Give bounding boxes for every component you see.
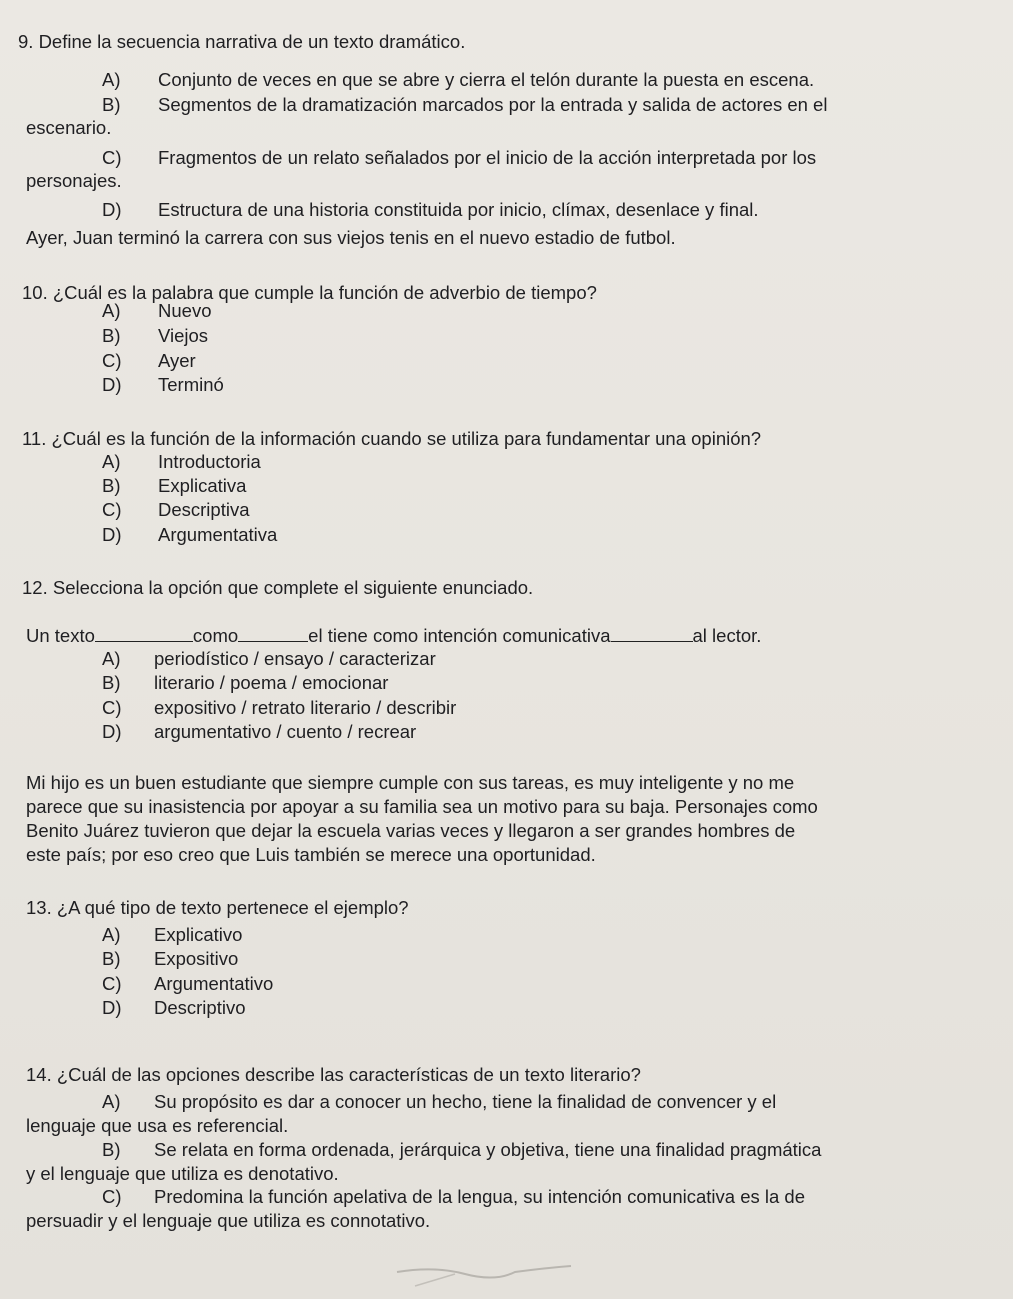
q11-option-b-label: B)	[102, 475, 121, 496]
q14-option-b-continuation: y el lenguaje que utiliza es denotativo.	[26, 1163, 339, 1184]
q9-option-c[interactable]	[102, 147, 816, 169]
q12-option-a-text: periodístico / ensayo / caracterizar	[154, 648, 436, 669]
q9-option-c-text: Fragmentos de un relato señalados por el inicio de la acción interpretada por los	[158, 147, 817, 168]
q9-option-a[interactable]	[102, 69, 814, 91]
q11-option-c-label: C)	[102, 499, 122, 520]
q14-option-b[interactable]	[102, 1139, 821, 1161]
q9-option-d-label: D)	[102, 199, 122, 220]
q10-option-c[interactable]	[102, 350, 196, 372]
q9-option-b-label: B)	[102, 94, 121, 115]
q11-option-c-text: Descriptiva	[158, 499, 250, 520]
passage-line-4: este país; por eso creo que Luis también se merece una oportunidad.	[26, 844, 596, 865]
q12-blank-1[interactable]	[95, 625, 193, 642]
q10-option-a-text: Nuevo	[158, 300, 212, 321]
q12-stem-part2: como	[192, 625, 239, 646]
q10-option-d-text: Terminó	[158, 374, 224, 395]
q11-option-b-text: Explicativa	[158, 475, 247, 496]
q9-option-d[interactable]	[102, 199, 759, 221]
q13-option-a[interactable]	[102, 924, 242, 946]
q10-option-b[interactable]	[102, 325, 208, 347]
q13-option-b-label: B)	[102, 948, 121, 969]
q14-option-c[interactable]	[102, 1186, 805, 1208]
q12-option-a[interactable]	[102, 648, 436, 670]
q11-option-d[interactable]	[102, 524, 277, 546]
q10-option-b-label: B)	[102, 325, 121, 346]
q9-option-b[interactable]	[102, 94, 827, 116]
q13-option-c[interactable]	[102, 973, 273, 995]
q9-option-d-text: Estructura de una historia constituida por inicio, clímax, desenlace y final.	[158, 199, 759, 220]
passage-line-3: Benito Juárez tuvieron que dejar la escuela varias veces y llegaron a ser grandes hombres de	[26, 820, 796, 841]
q14-option-c-continuation: persuadir y el lenguaje que utiliza es connotativo.	[26, 1210, 431, 1231]
q12-option-d[interactable]	[102, 721, 416, 743]
q13-option-a-label: A)	[102, 924, 121, 945]
q13-option-c-text: Argumentativo	[154, 973, 274, 994]
q13-option-a-text: Explicativo	[154, 924, 243, 945]
q11-option-d-label: D)	[102, 524, 122, 545]
q13-option-d-label: D)	[102, 997, 122, 1018]
q14-option-a[interactable]	[102, 1091, 776, 1113]
q13-option-d-text: Descriptivo	[154, 997, 246, 1018]
q10-option-b-text: Viejos	[158, 325, 209, 346]
q12-blank-3[interactable]	[611, 625, 693, 642]
q10-option-c-text: Ayer	[158, 350, 196, 371]
q14-question: 14. ¿Cuál de las opciones describe las características de un texto literario?	[26, 1064, 641, 1085]
q9-option-b-continuation: escenario.	[26, 117, 112, 138]
q13-question: 13. ¿A qué tipo de texto pertenece el ejemplo?	[26, 897, 409, 918]
q9-option-c-label: C)	[102, 147, 122, 168]
q12-stem	[26, 625, 761, 647]
q12-option-b-label: B)	[102, 672, 121, 693]
q12-option-b-text: literario / poema / emocionar	[154, 672, 389, 693]
q14-option-c-label: C)	[102, 1186, 122, 1207]
q11-option-a-label: A)	[102, 451, 121, 472]
q11-option-a[interactable]	[102, 451, 261, 473]
q11-option-b[interactable]	[102, 475, 246, 497]
q10-option-a-label: A)	[102, 300, 121, 321]
q12-option-c-label: C)	[102, 697, 122, 718]
passage-line-2: parece que su inasistencia por apoyar a su familia sea un motivo para su baja. Personajes como	[26, 796, 818, 817]
q12-option-c-text: expositivo / retrato literario / describir	[154, 697, 457, 718]
q14-option-b-text: Se relata en forma ordenada, jerárquica y objetiva, tiene una finalidad pragmática	[154, 1139, 822, 1160]
example-sentence: Ayer, Juan terminó la carrera con sus viejos tenis en el nuevo estadio de futbol.	[26, 227, 676, 248]
q14-option-c-text: Predomina la función apelativa de la lengua, su intención comunicativa es la de	[154, 1186, 805, 1207]
q12-question: 12. Selecciona la opción que complete el siguiente enunciado.	[22, 577, 534, 598]
passage-line-1: Mi hijo es un buen estudiante que siempre cumple con sus tareas, es muy inteligente y no me	[26, 772, 795, 793]
q9-question: 9. Define la secuencia narrativa de un texto dramático.	[18, 31, 466, 52]
q10-option-a[interactable]	[102, 300, 211, 322]
q12-option-b[interactable]	[102, 672, 388, 694]
q12-stem-part1: Un texto	[26, 625, 95, 646]
q9-option-a-label: A)	[102, 69, 121, 90]
q13-option-c-label: C)	[102, 973, 122, 994]
q10-option-c-label: C)	[102, 350, 122, 371]
q12-option-d-text: argumentativo / cuento / recrear	[154, 721, 417, 742]
q14-option-a-text: Su propósito es dar a conocer un hecho, tiene la finalidad de convencer y el	[154, 1091, 777, 1112]
q12-stem-part3: el tiene como intención comunicativa	[308, 625, 611, 646]
q12-option-d-label: D)	[102, 721, 122, 742]
q13-option-b-text: Expositivo	[154, 948, 239, 969]
q13-option-b[interactable]	[102, 948, 238, 970]
q14-option-a-label: A)	[102, 1091, 121, 1112]
q10-option-d[interactable]	[102, 374, 224, 396]
q13-option-d[interactable]	[102, 997, 246, 1019]
pencil-scribble-mark	[395, 1262, 575, 1292]
q9-option-a-text: Conjunto de veces en que se abre y cierra el telón durante la puesta en escena.	[158, 69, 815, 90]
q12-option-c[interactable]	[102, 697, 456, 719]
q14-option-b-label: B)	[102, 1139, 121, 1160]
q10-question: 10. ¿Cuál es la palabra que cumple la función de adverbio de tiempo?	[22, 282, 597, 303]
q12-blank-2[interactable]	[238, 625, 308, 642]
q14-option-a-continuation: lenguaje que usa es referencial.	[26, 1115, 289, 1136]
q9-option-c-continuation: personajes.	[26, 170, 122, 191]
q12-option-a-label: A)	[102, 648, 121, 669]
q9-option-b-text: Segmentos de la dramatización marcados por la entrada y salida de actores en el	[158, 94, 828, 115]
q11-option-d-text: Argumentativa	[158, 524, 278, 545]
q11-question: 11. ¿Cuál es la función de la información cuando se utiliza para fundamentar una opinión?	[22, 428, 762, 449]
q11-option-c[interactable]	[102, 499, 250, 521]
q11-option-a-text: Introductoria	[158, 451, 261, 472]
q10-option-d-label: D)	[102, 374, 122, 395]
q12-stem-part4: al lector.	[692, 625, 762, 646]
